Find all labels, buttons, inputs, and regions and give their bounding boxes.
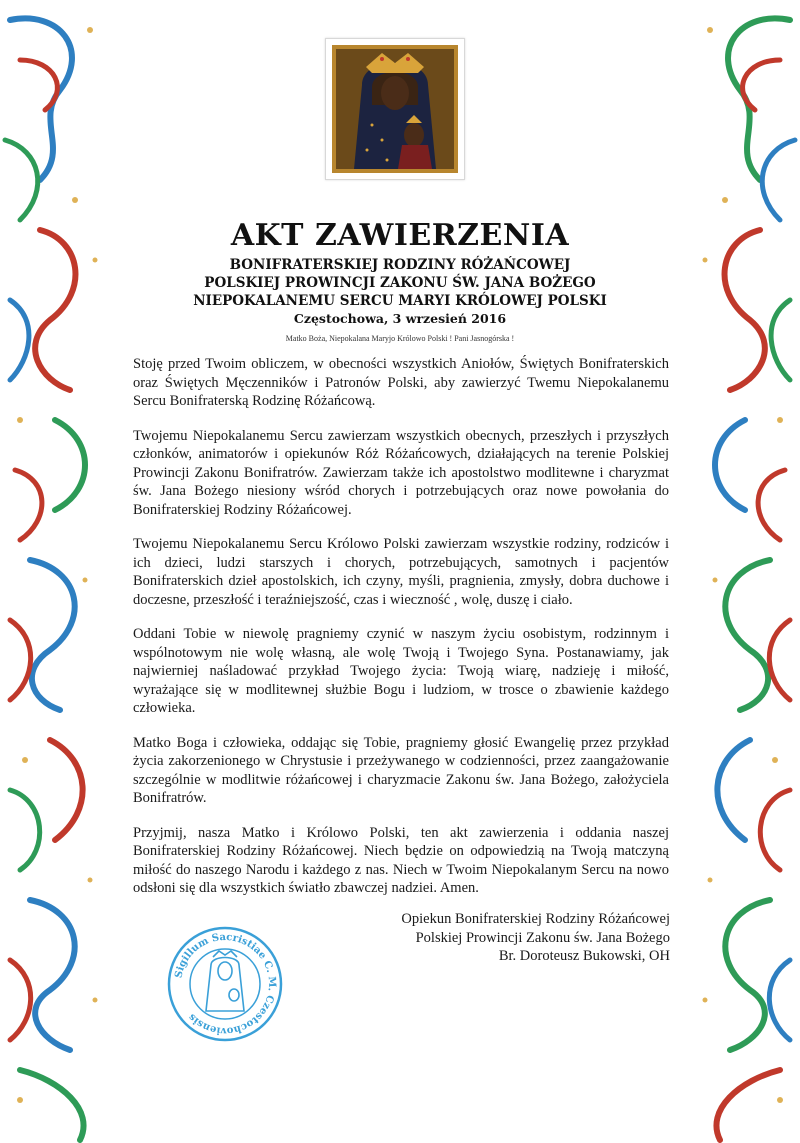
floral-border-right bbox=[685, 0, 800, 1143]
paragraph: Matko Boga i człowieka, oddając się Tobie, pragniemy głosić Ewangelię przez przykład życia zakorzenionego w Chrystusie i przeżywanego w codzienności, przez zaangażowanie szczególnie w modlitwie różańcowej i charyzmacie Zakonu św. Jana Bożego, założyciela Bonifratrów. bbox=[133, 734, 669, 806]
seal-text: Sigillum Sacristiae C. M. Czestochoviensis bbox=[173, 931, 278, 1037]
signature-block bbox=[401, 910, 670, 966]
paragraph: Twojemu Niepokalanemu Sercu zawierzam wszystkich obecnych, przeszłych i przyszłych członków, animatorów i opiekunów Róż Różańcowych, działających na terenie Polskiej Prowincji Zakonu Bonifratrów. Zawierzam także ich apostolstwo modlitewne i charyzmat św. Jana Bożego niesiony wśród chorych i potrzebujących oraz nowe powołania do Bonifraterskiej Rodziny Różańcowej. bbox=[133, 427, 669, 518]
place-date: Częstochowa, 3 wrzesień 2016 bbox=[293, 311, 507, 326]
subtitle-line-1: BONIFRATERSKIEJ RODZINY RÓŻAŃCOWEJ bbox=[229, 257, 571, 273]
act-body bbox=[133, 355, 669, 914]
invocation: Matko Boża, Niepokalana Maryjo Królowo Polski ! Pani Jasnogórska ! bbox=[285, 334, 515, 343]
paragraph: Twojemu Niepokalanemu Sercu Królowo Polski zawierzam wszystkie rodziny, rodziców i ich dzieci, ludzi starszych i chorych, potrzebujących, samotnych i pacjentów Bonifraterskich dzieł apostolskich, ich czyny, myśli, pragnienia, zmysły, dobra duchowe i doczesne, przeszłość i teraźniejszość, czas i wieczność , wolę, duszę i ciało. bbox=[133, 536, 669, 608]
subtitle-line-3: NIEPOKALANEMU SERCU MARYI KRÓLOWEJ POLSKI bbox=[193, 293, 607, 309]
subtitle-line-2: POLSKIEJ PROWINCJI ZAKONU ŚW. JANA BOŻEGO bbox=[204, 275, 596, 291]
madonna-portrait-frame bbox=[325, 38, 465, 180]
document-title: AKT ZAWIERZENIA bbox=[230, 218, 570, 253]
floral-border-left bbox=[0, 0, 115, 1143]
paragraph: Stoję przed Twoim obliczem, w obecności wszystkich Aniołów, Świętych Bonifraterskich oraz Świętych Męczenników i Patronów Polski, aby zawierzyć Twemu Niepokalanemu Sercu Bonifraterską Rodzinę Różańcową. bbox=[133, 356, 669, 409]
signature-line-2: Polskiej Prowincji Zakonu św. Jana Bożego bbox=[415, 929, 670, 946]
paragraph: Oddani Tobie w niewolę pragniemy czynić w naszym życiu osobistym, rodzinnym i wspólnotowym nie wolę własną, ale wolę Twoją i Twojego Syna. Postanawiamy, jak najwierniej naśladować przykład Twojego życia: Twoją wiarę, nadzieję i miłość, wyrażające się w modlitewnej służbie Bogu i ludziom, w trosce o zbawienie każdego człowieka. bbox=[133, 626, 669, 716]
madonna-icon bbox=[332, 45, 458, 173]
paragraph: Przyjmij, nasza Matko i Królowo Polski, ten akt zawierzenia i oddania naszej Bonifraterskiej Rodziny Różańcowej. Niech będzie on odpowiedzią na Twoją matczyną miłość do naszego Narodu i każdego z nas. Niech w Twoim Niepokalanym Sercu na nowo odsłoni się dla wszystkich światło zbawczej nadziei. Amen. bbox=[133, 824, 669, 896]
signature-line-1: Opiekun Bonifraterskiej Rodziny Różańcowej bbox=[401, 911, 670, 927]
svg-text:Sigillum Sacristiae C. M. Czes bbox=[173, 932, 277, 1036]
seal-icon bbox=[166, 925, 284, 1043]
signature-name: Br. Doroteusz Bukowski, OH bbox=[498, 948, 670, 964]
